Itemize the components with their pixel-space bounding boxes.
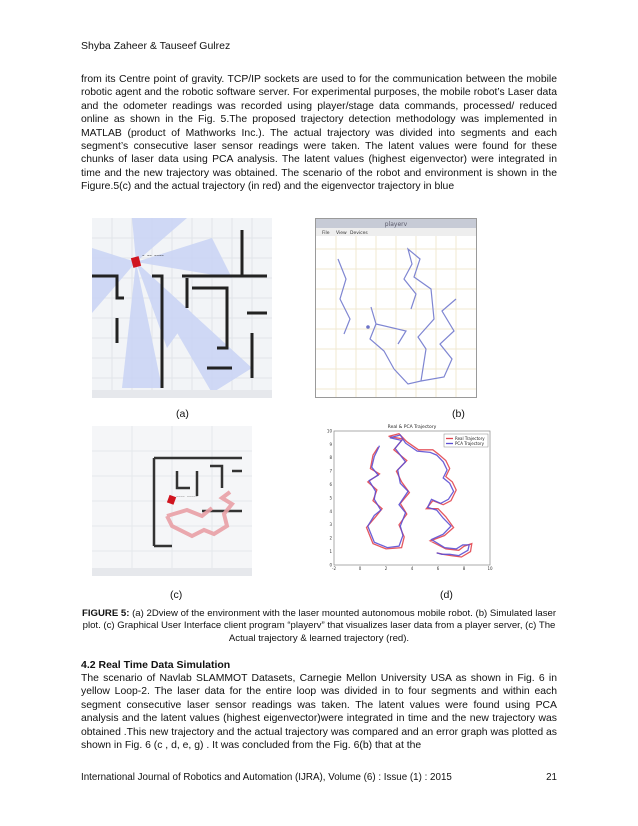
trajectory-chart — [316, 423, 492, 573]
legend-entry: PCA Trajectory — [455, 440, 484, 446]
y-tick-label: 9 — [329, 441, 332, 447]
section-heading: 4.2 Real Time Data Simulation — [81, 659, 231, 671]
running-header: Shyba Zaheer & Tauseef Gulrez — [81, 40, 231, 52]
svg-text:~~~~ ~~~~~: ~~~~ ~~~~~ — [176, 495, 198, 499]
y-tick-label: 5 — [329, 495, 332, 501]
y-tick-label: 7 — [329, 468, 332, 474]
figure-caption — [81, 608, 557, 645]
x-tick-label: -2 — [332, 566, 336, 571]
window-title: playerv — [384, 221, 408, 228]
menu-devices[interactable]: Devices — [350, 231, 368, 236]
body-paragraph-2: The scenario of Navlab SLAMMOT Datasets, Carnegie Mellon University USA as shown in Fig. 6 in yellow Loop-2. The laser data for the entire loop was divided in to four segments and within each segment consecutive laser sensor readings was taken. The latent values were found using PCA analysis and the latent values (highest eigenvector)were integrated in time and the new trajectory was obtained .This new trajectory and the actual trajectory was compared and an error graph was plotted as shown in Fig. 6 (c , d, e, g) . It was concluded from the Fig. 6(b) that at the — [81, 673, 557, 752]
svg-text:~ ~~ ~~~~: ~ ~~ ~~~~ — [142, 253, 164, 258]
y-tick-label: 6 — [329, 482, 332, 487]
y-tick-label: 1 — [329, 549, 332, 554]
figure-c-label: (c) — [170, 589, 183, 601]
footer-journal: International Journal of Robotics and Automation (IJRA), Volume (6) : Issue (1) : 2015 — [81, 772, 452, 783]
y-tick-label: 10 — [326, 428, 332, 434]
page-footer — [81, 772, 557, 783]
figure-b-playerv-window — [315, 218, 477, 398]
x-tick-label: 8 — [462, 566, 466, 571]
figure-d-trajectory-plot — [316, 423, 492, 573]
legend-entry: Real Trajectory — [455, 435, 485, 441]
x-tick-label: 0 — [358, 566, 362, 571]
y-tick-label: 2 — [329, 535, 332, 541]
figure-caption-label: FIGURE 5: — [81, 608, 130, 619]
figure-c-client-trajectory — [92, 426, 252, 576]
chart-title: Real & PCA Trajectory — [387, 425, 437, 430]
body-paragraph: from its Centre point of gravity. TCP/IP sockets are used to for the communication between the mobile robotic agent and the robotic software server. For experimental purposes, the mobile robot’s Laser data and the odometer readings was recorded using player/stage data commands, processed/ reduced online as shown in the Fig. 5.The proposed trajectory detection methodology was implemented in MATLAB (product of Mathworks Inc.). The actual trajectory was divided into segments and each segment’s consecutive laser sensor readings were taken. The latent values were found for these chunks of laser data using PCA analysis. The latent values (highest eigenvector) were integrated in time and the new trajectory was obtained. The scenario of the robot and environment is shown in the Figure.5(c) and the actual trajectory (in red) and the eigenvector trajectory in blue — [81, 74, 557, 193]
x-tick-label: 10 — [487, 566, 493, 571]
figure-b-label: (b) — [452, 408, 465, 420]
x-tick-label: 2 — [384, 566, 388, 571]
figure-a-environment-map — [92, 218, 272, 398]
figure-a-label: (a) — [176, 408, 189, 420]
y-tick-label: 0 — [329, 562, 332, 568]
x-tick-label: 6 — [436, 566, 440, 571]
figure-caption-text: (a) 2Dview of the environment with the laser mounted autonomous mobile robot. (b) Simulated laser plot. (c) Graphical User Interface client program “playerv” that visualizes laser data from a player server, (c) The Actual trajectory & learned trajectory (red). — [82, 608, 557, 644]
menu-view[interactable]: View — [336, 231, 347, 236]
figure-d-label: (d) — [440, 589, 453, 601]
x-tick-label: 4 — [410, 566, 414, 571]
y-tick-label: 4 — [329, 508, 332, 514]
y-tick-label: 3 — [329, 522, 332, 528]
page-number: 21 — [546, 772, 557, 783]
menu-file[interactable]: File — [322, 231, 330, 236]
y-tick-label: 8 — [329, 455, 332, 461]
